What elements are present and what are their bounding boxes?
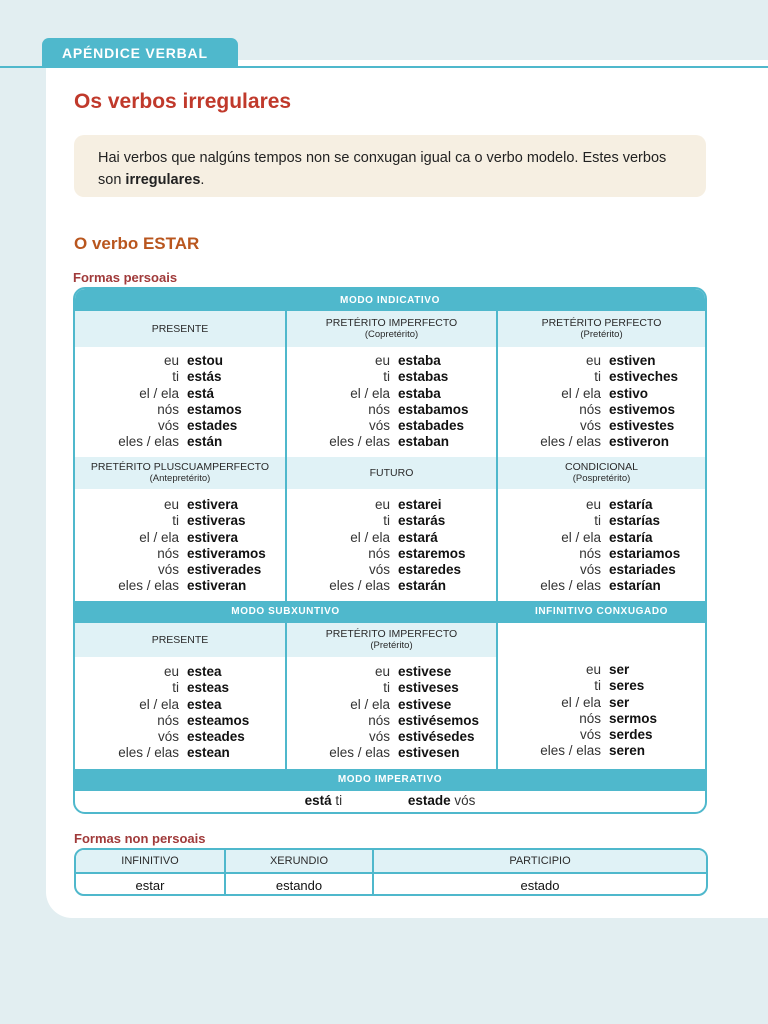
- header-label: PRETÉRITO IMPERFECTO: [325, 628, 458, 640]
- verb-form: estiveron: [609, 434, 670, 450]
- conjugation-row: [75, 369, 242, 385]
- pronoun: el / ela: [561, 529, 601, 545]
- verb-form: estamos: [187, 401, 242, 417]
- verb-form: estás: [187, 369, 222, 385]
- conjugation-row: [286, 434, 469, 450]
- value-xerundio: estando: [275, 877, 323, 893]
- verb-form: estiven: [609, 353, 656, 368]
- verb-form: esteas: [187, 680, 230, 696]
- header-label: PRESENTE: [151, 323, 209, 335]
- block-infinitivo-conxugado: [497, 662, 657, 760]
- pronoun: vós: [368, 729, 390, 745]
- pronoun: ti: [383, 369, 390, 385]
- header-sub: (Antepretérito): [149, 473, 211, 484]
- conjugation-row: [497, 695, 657, 711]
- conjugation-row: [75, 562, 266, 578]
- personal-forms-heading: Formas persoais: [73, 270, 178, 285]
- conjugation-row: [497, 562, 680, 578]
- conjugation-row: [286, 497, 466, 513]
- value-infinitivo: estar: [135, 877, 165, 893]
- pronoun: vós: [579, 562, 601, 578]
- pronoun: eu: [585, 497, 601, 512]
- header-label: PRETÉRITO PERFECTO: [541, 317, 662, 329]
- verb-form: estiveses: [398, 680, 459, 696]
- pronoun: ti: [594, 369, 601, 385]
- conjugation-row: [286, 680, 479, 696]
- header-sub: (Pretérito): [580, 329, 623, 340]
- verb-form: estabamos: [398, 401, 469, 417]
- imperativo-form-ti: está: [304, 793, 332, 808]
- page-title: Os verbos irregulares: [74, 90, 292, 113]
- pronoun: vós: [157, 729, 179, 745]
- conjugation-row: [497, 353, 678, 369]
- block-ind-imperfecto: [286, 353, 469, 451]
- pronoun: vós: [157, 562, 179, 578]
- pronoun: eles / elas: [118, 434, 179, 450]
- conjugation-row: [75, 353, 242, 369]
- block-sub-presente: [75, 664, 249, 762]
- verb-form: esteamos: [187, 712, 250, 728]
- conjugation-row: [497, 546, 680, 562]
- verb-form: estarás: [398, 513, 446, 529]
- verb-form: estivesen: [398, 745, 460, 761]
- pronoun: nós: [579, 545, 601, 561]
- pronoun: eles / elas: [329, 434, 390, 450]
- verb-form: estades: [187, 418, 238, 434]
- header-pluscuamperfecto: [75, 457, 285, 489]
- imperativo-form-vos: estade: [407, 793, 451, 808]
- pronoun: eu: [374, 353, 390, 368]
- block-ind-condicional: [497, 497, 680, 595]
- non-personal-table: [74, 848, 708, 896]
- conjugation-row: [286, 418, 469, 434]
- pronoun: nós: [368, 545, 390, 561]
- conjugation-row: [75, 578, 266, 594]
- conjugation-row: [286, 402, 469, 418]
- infinitivo-conxugado-bar: INFINITIVO CONXUGADO: [498, 601, 705, 623]
- conjugation-row: [286, 353, 469, 369]
- pronoun: nós: [368, 712, 390, 728]
- verb-form: estean: [187, 745, 230, 761]
- pronoun: eu: [163, 353, 179, 368]
- verb-form: estaremos: [398, 545, 466, 561]
- pronoun: el / ela: [139, 529, 179, 545]
- pronoun: el / ela: [139, 385, 179, 401]
- modo-subxuntivo-bar: MODO SUBXUNTIVO: [75, 601, 496, 623]
- conjugation-row: [497, 727, 657, 743]
- verb-form: estivo: [609, 385, 649, 401]
- pronoun: el / ela: [139, 696, 179, 712]
- imperativo-row: [75, 793, 705, 808]
- conjugation-row: [497, 743, 657, 759]
- verb-form: estabas: [398, 369, 449, 385]
- conjugation-row: [286, 745, 479, 761]
- header-label: PRESENTE: [151, 634, 209, 646]
- pronoun: el / ela: [561, 385, 601, 401]
- conjugation-row: [75, 386, 242, 402]
- conjugation-table: [73, 287, 707, 814]
- pronoun: vós: [368, 562, 390, 578]
- conjugation-row: [286, 729, 479, 745]
- conjugation-row: [75, 530, 266, 546]
- pronoun: ti: [383, 513, 390, 529]
- intro-box: [74, 135, 706, 197]
- conjugation-row: [286, 664, 479, 680]
- verb-form: estea: [187, 664, 222, 679]
- header-preterito-imperfecto: [287, 311, 496, 347]
- verb-form: estaba: [398, 353, 441, 368]
- conjugation-row: [497, 369, 678, 385]
- pronoun: eles / elas: [118, 745, 179, 761]
- conjugation-row: [286, 546, 466, 562]
- pronoun: ti: [172, 513, 179, 529]
- conjugation-row: [286, 386, 469, 402]
- conjugation-row: [75, 402, 242, 418]
- verb-form: estarías: [609, 513, 661, 529]
- verb-form: estivésedes: [398, 729, 475, 745]
- verb-form: estariades: [609, 562, 676, 578]
- conjugation-row: [75, 713, 249, 729]
- conjugation-row: [75, 729, 249, 745]
- header-infinitivo: INFINITIVO: [76, 850, 224, 872]
- intro-bold: irregulares: [125, 172, 201, 188]
- header-sub: (Pospretérito): [572, 473, 631, 484]
- header-preterito-subxuntivo: [287, 623, 496, 657]
- pronoun: ti: [594, 678, 601, 694]
- header-xerundio: XERUNDIO: [226, 850, 372, 872]
- block-ind-futuro: [286, 497, 466, 595]
- verb-form: están: [187, 434, 223, 450]
- verb-form: estarían: [609, 578, 661, 594]
- verb-form: estivemos: [609, 401, 676, 417]
- verb-form: esteades: [187, 729, 245, 745]
- pronoun: vós: [579, 418, 601, 434]
- pronoun: nós: [368, 401, 390, 417]
- intro-text: Hai verbos que nalgúns tempos non se conxugan igual ca o verbo modelo. Estes verbos son: [98, 150, 667, 188]
- header-label: CONDICIONAL: [565, 461, 638, 473]
- pronoun: nós: [579, 401, 601, 417]
- modo-imperativo-bar: MODO IMPERATIVO: [75, 769, 705, 791]
- imperativo-pron-vos: vós: [454, 793, 476, 808]
- header-futuro: [287, 457, 496, 489]
- conjugation-row: [286, 513, 466, 529]
- verb-form: estiverades: [187, 562, 262, 578]
- pronoun: nós: [157, 712, 179, 728]
- verb-form: estabades: [398, 418, 465, 434]
- verb-form: ser: [609, 662, 630, 677]
- verb-form: está: [187, 385, 215, 401]
- pronoun: eu: [163, 497, 179, 512]
- pronoun: ti: [594, 513, 601, 529]
- header-presente-subxuntivo: [75, 623, 285, 657]
- conjugation-row: [75, 745, 249, 761]
- pronoun: eu: [374, 664, 390, 679]
- intro-end: .: [200, 172, 205, 188]
- verb-form: estaredes: [398, 562, 462, 578]
- conjugation-row: [286, 713, 479, 729]
- conjugation-row: [497, 386, 678, 402]
- pronoun: eles / elas: [329, 745, 390, 761]
- block-sub-imperfecto: [286, 664, 479, 762]
- verb-form: estaría: [609, 497, 653, 512]
- pronoun: eu: [585, 662, 601, 677]
- pronoun: el / ela: [350, 385, 390, 401]
- header-preterito-perfecto: [498, 311, 705, 347]
- verb-form: sermos: [609, 710, 658, 726]
- modo-indicativo-bar: MODO INDICATIVO: [75, 289, 705, 311]
- verb-form: estaría: [609, 529, 653, 545]
- conjugation-row: [286, 562, 466, 578]
- pronoun: eu: [585, 353, 601, 368]
- verb-form: seres: [609, 678, 645, 694]
- pronoun: eles / elas: [118, 578, 179, 594]
- verb-form: estiveches: [609, 369, 679, 385]
- conjugation-row: [75, 434, 242, 450]
- conjugation-row: [286, 369, 469, 385]
- pronoun: eu: [374, 497, 390, 512]
- conjugation-row: [286, 697, 479, 713]
- conjugation-row: [286, 578, 466, 594]
- conjugation-row: [497, 662, 657, 678]
- non-personal-forms-heading: Formas non persoais: [74, 831, 206, 846]
- verb-form: estaba: [398, 385, 441, 401]
- verb-form: estiveras: [187, 513, 246, 529]
- pronoun: ti: [383, 680, 390, 696]
- conjugation-row: [497, 434, 678, 450]
- verb-form: estivera: [187, 497, 239, 512]
- verb-form: estea: [187, 696, 222, 712]
- pronoun: eu: [163, 664, 179, 679]
- pronoun: nós: [157, 401, 179, 417]
- verb-form: seren: [609, 743, 646, 759]
- block-ind-presente: [75, 353, 242, 451]
- verb-form: ser: [609, 694, 630, 710]
- verb-form: estariamos: [609, 545, 681, 561]
- verb-form: estivese: [398, 696, 452, 712]
- conjugation-row: [75, 697, 249, 713]
- conjugation-row: [75, 664, 249, 680]
- verb-form: estivese: [398, 664, 452, 679]
- verb-form: estiveran: [187, 578, 247, 594]
- conjugation-row: [497, 711, 657, 727]
- conjugation-row: [75, 418, 242, 434]
- conjugation-row: [497, 530, 680, 546]
- pronoun: vós: [157, 418, 179, 434]
- block-ind-perfecto: [497, 353, 678, 451]
- verb-form: estarán: [398, 578, 447, 594]
- pronoun: el / ela: [350, 696, 390, 712]
- pronoun: nós: [157, 545, 179, 561]
- pronoun: eles / elas: [540, 578, 601, 594]
- value-participio: estado: [520, 877, 560, 893]
- header-sub: (Pretérito): [370, 640, 413, 651]
- verb-form: estiveramos: [187, 545, 266, 561]
- conjugation-row: [497, 578, 680, 594]
- verb-form: estou: [187, 353, 224, 368]
- header-condicional: [498, 457, 705, 489]
- conjugation-row: [75, 497, 266, 513]
- conjugation-row: [497, 678, 657, 694]
- verb-form: serdes: [609, 727, 653, 743]
- pronoun: ti: [172, 369, 179, 385]
- verb-heading: O verbo ESTAR: [74, 234, 200, 253]
- conjugation-row: [497, 402, 678, 418]
- header-sub: (Copretérito): [364, 329, 419, 340]
- conjugation-row: [497, 513, 680, 529]
- pronoun: el / ela: [561, 694, 601, 710]
- verb-form: estivera: [187, 529, 239, 545]
- header-presente-indicativo: [75, 311, 285, 347]
- verb-form: estivestes: [609, 418, 675, 434]
- header-label: PRETÉRITO PLUSCUAMPERFECTO: [90, 461, 270, 473]
- pronoun: el / ela: [350, 529, 390, 545]
- conjugation-row: [286, 530, 466, 546]
- pronoun: nós: [579, 710, 601, 726]
- conjugation-row: [75, 513, 266, 529]
- conjugation-row: [75, 546, 266, 562]
- conjugation-row: [497, 497, 680, 513]
- pronoun: eles / elas: [540, 743, 601, 759]
- conjugation-row: [497, 418, 678, 434]
- pronoun: eles / elas: [540, 434, 601, 450]
- block-ind-pluscuamperfecto: [75, 497, 266, 595]
- verb-form: estivésemos: [398, 712, 480, 728]
- verb-form: estarei: [398, 497, 442, 512]
- pronoun: vós: [579, 727, 601, 743]
- pronoun: ti: [172, 680, 179, 696]
- conjugation-row: [75, 680, 249, 696]
- header-participio: PARTICIPIO: [374, 850, 706, 872]
- verb-form: estará: [398, 529, 438, 545]
- header-label: FUTURO: [369, 467, 414, 479]
- pronoun: vós: [368, 418, 390, 434]
- section-tab: APÉNDICE VERBAL: [42, 38, 238, 68]
- pronoun: eles / elas: [329, 578, 390, 594]
- verb-form: estaban: [398, 434, 450, 450]
- imperativo-pron-ti: ti: [335, 793, 343, 808]
- header-label: PRETÉRITO IMPERFECTO: [325, 317, 458, 329]
